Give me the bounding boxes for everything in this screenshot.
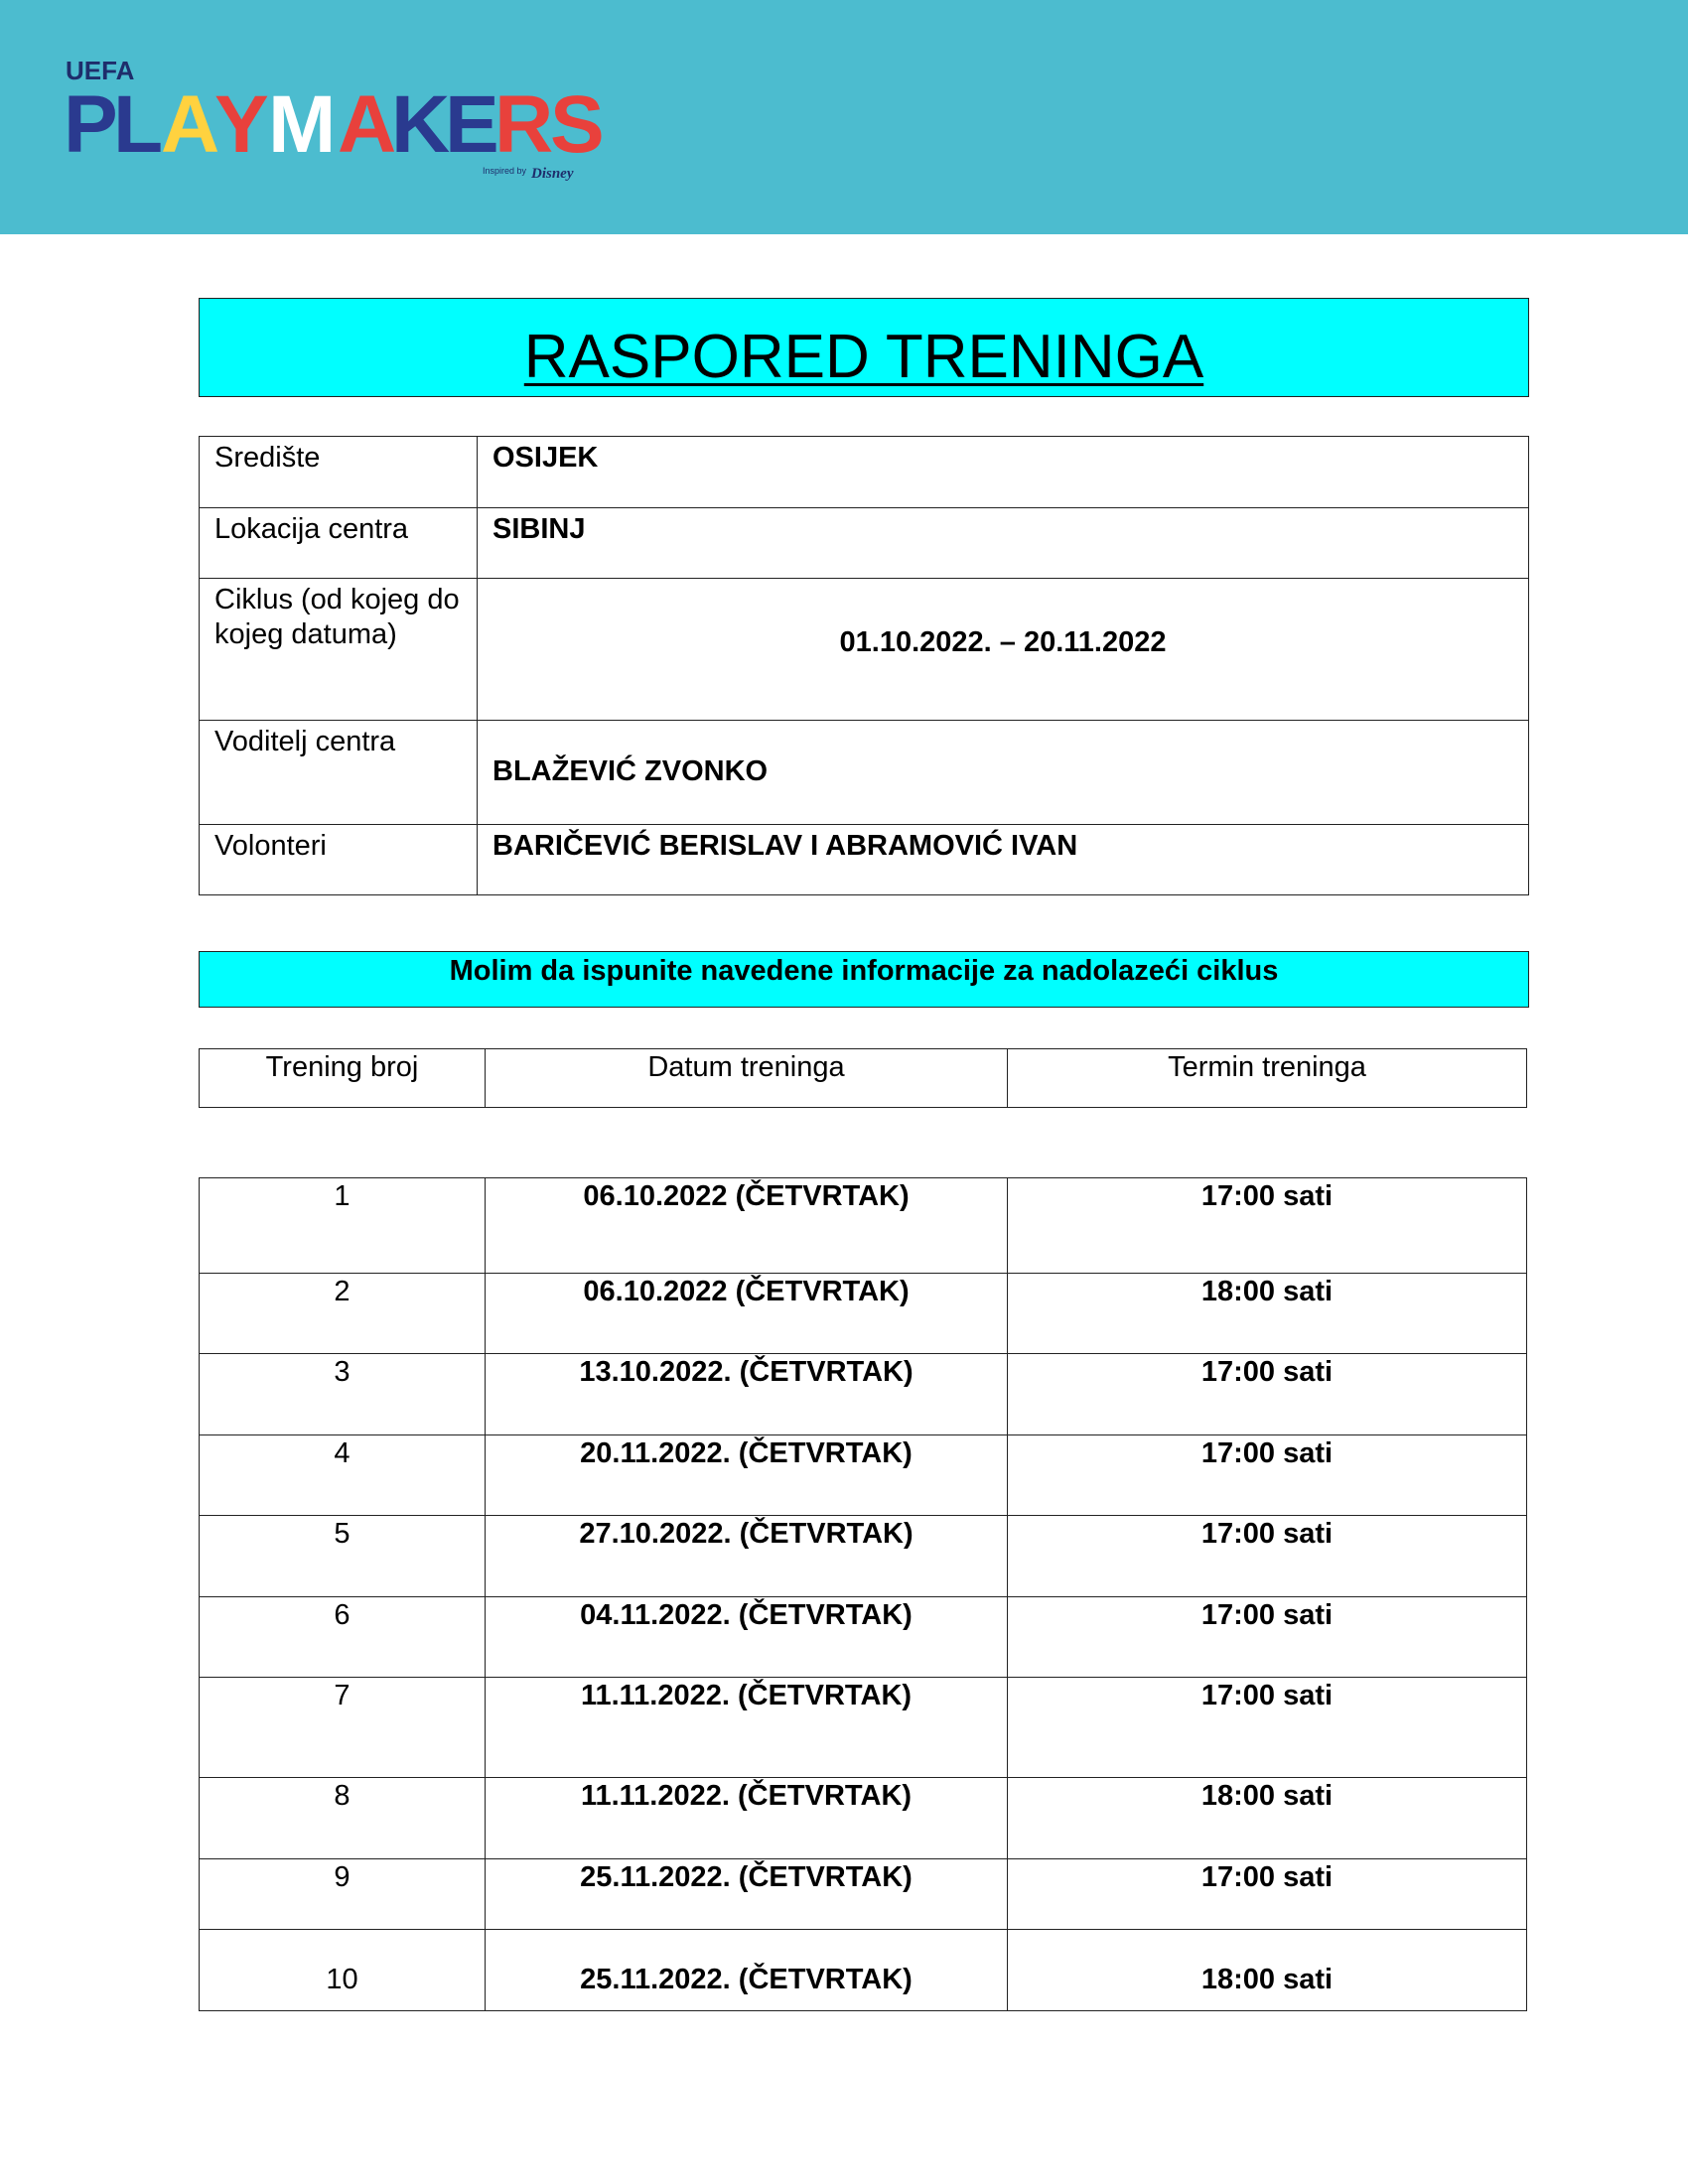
table-row: [200, 1354, 1527, 1435]
training-number: 7: [200, 1678, 486, 1778]
training-number: 4: [200, 1435, 486, 1516]
svg-text:K: K: [391, 79, 451, 170]
info-label: Volonteri: [200, 825, 478, 895]
training-date: 11.11.2022. (ČETVRTAK): [486, 1678, 1008, 1778]
training-date: 25.11.2022. (ČETVRTAK): [486, 1930, 1008, 2011]
training-number: 10: [200, 1930, 486, 2011]
svg-text:Disney: Disney: [531, 166, 574, 182]
training-date: 06.10.2022 (ČETVRTAK): [486, 1274, 1008, 1354]
info-label: Lokacija centra: [200, 508, 478, 579]
info-value: OSIJEK: [478, 437, 1529, 508]
training-time: 18:00 sati: [1008, 1778, 1527, 1859]
header-training-date: Datum treninga: [486, 1049, 1008, 1108]
training-time: 17:00 sati: [1008, 1678, 1527, 1778]
svg-text:Inspired by: Inspired by: [483, 166, 527, 176]
svg-text:M: M: [268, 79, 337, 170]
schedule-table: [199, 1177, 1527, 2011]
info-row: [200, 825, 1529, 895]
svg-text:L: L: [113, 79, 164, 170]
svg-text:UEFA: UEFA: [66, 58, 135, 85]
training-date: 27.10.2022. (ČETVRTAK): [486, 1516, 1008, 1597]
training-number: 1: [200, 1178, 486, 1274]
uefa-playmakers-logo: [64, 58, 620, 187]
table-row: [200, 1859, 1527, 1930]
svg-text:E: E: [445, 79, 499, 170]
training-time: 17:00 sati: [1008, 1178, 1527, 1274]
training-number: 8: [200, 1778, 486, 1859]
info-label: Ciklus (od kojeg do kojeg datuma): [200, 579, 478, 721]
table-row: [200, 1597, 1527, 1678]
info-value: BARIČEVIĆ BERISLAV I ABRAMOVIĆ IVAN: [478, 825, 1529, 895]
training-date: 25.11.2022. (ČETVRTAK): [486, 1859, 1008, 1930]
table-row: [200, 1435, 1527, 1516]
training-number: 6: [200, 1597, 486, 1678]
training-time: 18:00 sati: [1008, 1930, 1527, 2011]
info-label: Voditelj centra: [200, 721, 478, 825]
table-row: [200, 1516, 1527, 1597]
training-time: 17:00 sati: [1008, 1516, 1527, 1597]
info-row: [200, 437, 1529, 508]
svg-text:R: R: [494, 79, 554, 170]
training-date: 11.11.2022. (ČETVRTAK): [486, 1778, 1008, 1859]
training-number: 5: [200, 1516, 486, 1597]
training-date: 04.11.2022. (ČETVRTAK): [486, 1597, 1008, 1678]
table-row: [200, 1274, 1527, 1354]
table-row: [200, 1678, 1527, 1778]
header-banner: [0, 0, 1688, 234]
svg-text:A: A: [338, 79, 397, 170]
title-box: [199, 298, 1529, 397]
svg-text:Y: Y: [214, 79, 269, 170]
training-time: 17:00 sati: [1008, 1859, 1527, 1930]
training-date: 13.10.2022. (ČETVRTAK): [486, 1354, 1008, 1435]
header-training-time: Termin treninga: [1008, 1049, 1527, 1108]
info-row: [200, 579, 1529, 721]
info-row: [200, 508, 1529, 579]
training-time: 17:00 sati: [1008, 1597, 1527, 1678]
header-training-number: Trening broj: [200, 1049, 486, 1108]
info-label: Središte: [200, 437, 478, 508]
info-value: SIBINJ: [478, 508, 1529, 579]
schedule-header-row: [200, 1049, 1527, 1108]
training-time: 18:00 sati: [1008, 1274, 1527, 1354]
center-info-table: [199, 436, 1529, 895]
page-title: RASPORED TRENINGA: [523, 322, 1204, 391]
training-number: 2: [200, 1274, 486, 1354]
table-row: [200, 1178, 1527, 1274]
training-date: 06.10.2022 (ČETVRTAK): [486, 1178, 1008, 1274]
training-number: 9: [200, 1859, 486, 1930]
info-value: BLAŽEVIĆ ZVONKO: [478, 721, 1529, 825]
svg-text:S: S: [550, 79, 605, 170]
info-row: [200, 721, 1529, 825]
training-date: 20.11.2022. (ČETVRTAK): [486, 1435, 1008, 1516]
notice-banner: Molim da ispunite navedene informacije za nadolazeći ciklus: [199, 951, 1529, 1008]
training-time: 17:00 sati: [1008, 1435, 1527, 1516]
table-row: [200, 1930, 1527, 2011]
info-value: 01.10.2022. – 20.11.2022: [478, 579, 1529, 721]
svg-text:A: A: [161, 79, 220, 170]
table-row: [200, 1778, 1527, 1859]
schedule-header-table: [199, 1048, 1527, 1108]
training-time: 17:00 sati: [1008, 1354, 1527, 1435]
training-number: 3: [200, 1354, 486, 1435]
svg-text:P: P: [64, 79, 118, 170]
